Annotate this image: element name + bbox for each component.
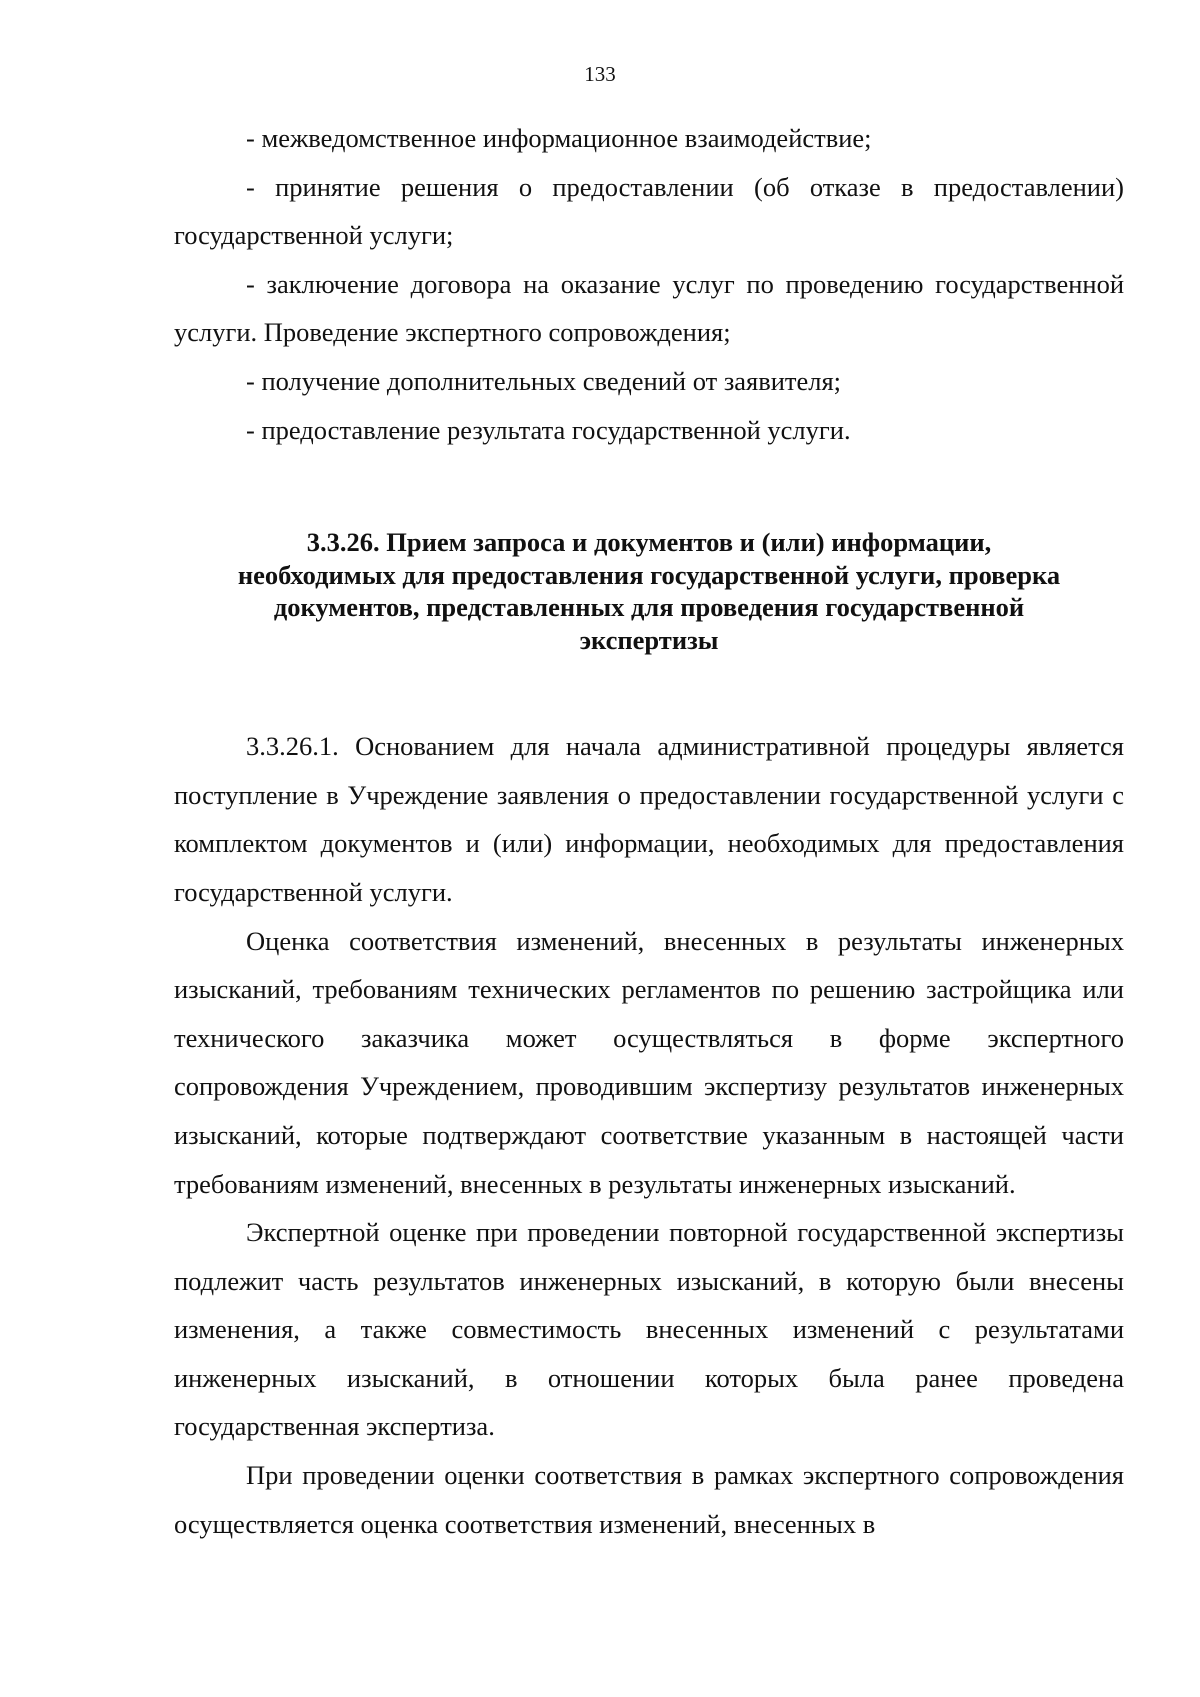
page-body [174,114,1124,1548]
list-item-decision: - принятие решения о предоставлении (об отказе в предоставлении) государственной услуги; [174,171,1124,251]
list-item-additional-info: - получение дополнительных сведений от заявителя; [246,365,842,396]
section-heading-line: 3.3.26. Прием запроса и документов и (или) информации, [306,527,992,558]
paragraph-expert-evaluation: Экспертной оценке при проведении повторной государственной экспертизы подлежит часть результатов инженерных изысканий, в которую были внесены изменения, а также совместимость внесенных изменений с результатами инженерных изысканий, в отношении которых была ранее проведена государственная экспертиза. [174,1217,1124,1442]
section-heading-line: необходимых для предоставления государственной услуги, проверка [237,559,1061,590]
section-heading-line: документов, представленных для проведения государственной [273,592,1025,623]
section-heading-line: экспертизы [579,624,719,655]
list-item-result: - предоставление результата государственной услуги. [246,414,851,445]
paragraph-expert-support: При проведении оценки соответствия в рамках экспертного сопровождения осуществляется оценка соответствия изменений, внесенных в [174,1460,1124,1539]
list-item-interagency: - межведомственное информационное взаимодействие; [246,123,872,153]
section-heading [174,526,1124,656]
paragraph-assessment: Оценка соответствия изменений, внесенных в результаты инженерных изысканий, требованиям технических регламентов по решению застройщика или технического заказчика может осуществляться в форме экспертного сопровождения Учреждением, проводившим экспертизу результатов инженерных изысканий, которые подтверждают соответствие указанным в настоящей части требованиям изменений, внесенных в результаты инженерных изысканий. [174,925,1124,1199]
page-number: 133 [584,62,616,86]
list-item-contract: - заключение договора на оказание услуг по проведению государственной услуги. Проведение экспертного сопровождения; [174,268,1124,348]
paragraph-basis: 3.3.26.1. Основанием для начала административной процедуры является поступление в Учреждение заявления о предоставлении государственной услуги с комплектом документов и (или) информации, необходимых для предоставления государственной услуги. [174,731,1124,907]
